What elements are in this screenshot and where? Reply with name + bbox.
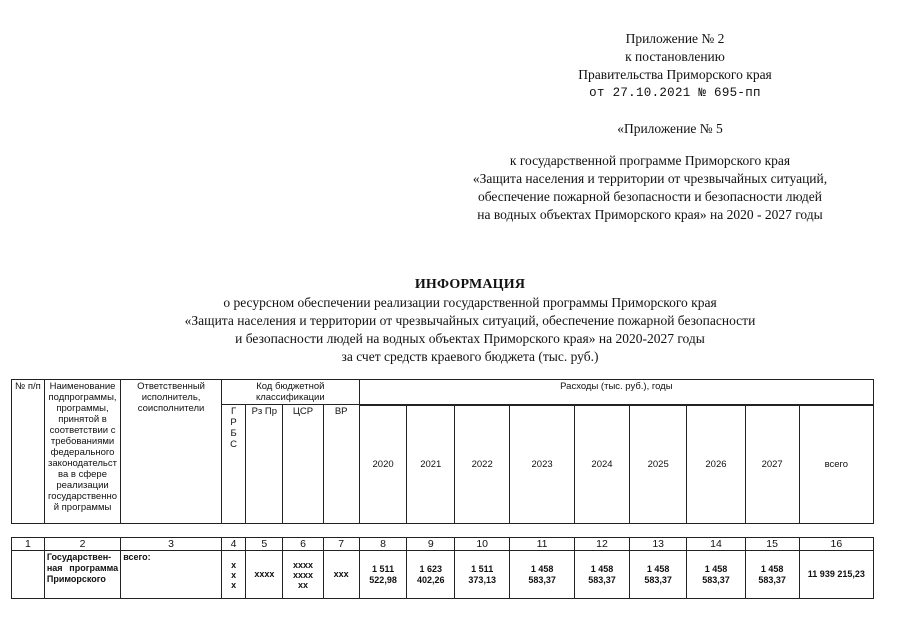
- appendix-to-decree: к постановлению: [625, 49, 725, 64]
- value-2021: [407, 551, 455, 599]
- number-sign: №: [698, 86, 707, 100]
- executor-cell: всего:: [121, 551, 222, 599]
- appendix-title: Приложение № 2: [625, 31, 725, 46]
- value-int: 1 458: [530, 563, 554, 574]
- program-name-cell: [44, 551, 120, 599]
- value-2027: [745, 551, 799, 599]
- csr-line: хххх: [293, 559, 314, 570]
- decree-date: 27.10.2021: [612, 86, 691, 100]
- value-int: 1 458: [590, 563, 614, 574]
- appendix5-block: [520, 120, 820, 138]
- appendix5-title: «Приложение № 5: [617, 121, 723, 136]
- csr-cell: [283, 551, 323, 599]
- program-line-2: «Защита населения и территории от чрезвычайных ситуаций,: [472, 171, 828, 186]
- value-2022: [455, 551, 510, 599]
- value-int: 1 458: [646, 563, 670, 574]
- csr-line: хх: [298, 579, 309, 590]
- grbs-letter: С: [230, 439, 238, 450]
- appendix-government: Правительства Приморского края: [578, 67, 772, 82]
- header-year-2027: 2027: [745, 406, 799, 524]
- grbs-value: х: [231, 579, 237, 590]
- value-frac: 583,37: [528, 574, 556, 585]
- header-year-2022: 2022: [455, 406, 510, 524]
- table-row: [12, 551, 874, 599]
- value-int: 1 458: [704, 563, 728, 574]
- header-year-2023: 2023: [510, 406, 575, 524]
- header-year-2021: 2021: [407, 406, 455, 524]
- value-int: 1 511: [471, 563, 494, 574]
- decree-date-line: [520, 84, 830, 103]
- program-line-1: к государственной программе Приморского края: [509, 153, 791, 168]
- column-number: 2: [44, 538, 120, 551]
- header-grbs: [221, 405, 245, 524]
- value-frac: 402,26: [417, 574, 445, 585]
- column-number: 1: [12, 538, 45, 551]
- header-name: Наименование подпрограммы, программы, принятой в соответствии с требованиями федерального законодательст ва в сфере реализации государственно й программы: [44, 380, 120, 524]
- value-total: 11 939 215,23: [799, 551, 873, 599]
- value-int: 1 511: [372, 563, 395, 574]
- column-number: 10: [455, 538, 510, 551]
- header-num: № п/п: [12, 380, 45, 524]
- grbs-letter: Р: [230, 417, 237, 428]
- program-name-line: Приморского: [46, 574, 106, 584]
- grbs-cell: [221, 551, 245, 599]
- column-number: 16: [799, 538, 873, 551]
- value-frac: 583,37: [758, 574, 786, 585]
- grbs-letter: Б: [230, 428, 237, 439]
- column-number: 7: [323, 538, 359, 551]
- grbs-value: х: [231, 569, 237, 580]
- value-frac: 583,37: [588, 574, 616, 585]
- info-line-4: за счет средств краевого бюджета (тыс. руб.): [341, 349, 599, 364]
- header-budget-code: Код бюджетной классификации: [221, 380, 359, 405]
- grbs-letter: Г: [231, 406, 237, 417]
- value-2020: [359, 551, 407, 599]
- value-frac: 583,37: [702, 574, 730, 585]
- column-number: 6: [283, 538, 323, 551]
- value-2026: [687, 551, 745, 599]
- column-number: 13: [630, 538, 687, 551]
- column-number-row: [12, 538, 874, 551]
- column-number: 12: [574, 538, 629, 551]
- header-year-2020: 2020: [359, 406, 407, 524]
- header-vr: ВР: [323, 405, 359, 524]
- program-name-word: программа: [69, 563, 119, 573]
- grbs-value: х: [231, 559, 237, 570]
- value-frac: 373,13: [468, 574, 496, 585]
- value-int: 1 623: [419, 563, 443, 574]
- program-block: [430, 152, 870, 224]
- info-line-1: о ресурсном обеспечении реализации государственной программы Приморского края: [223, 295, 717, 310]
- header-csr: ЦСР: [283, 405, 323, 524]
- value-2023: [510, 551, 575, 599]
- column-number: 9: [407, 538, 455, 551]
- value-int: 1 458: [760, 563, 784, 574]
- program-name-line: [47, 563, 118, 574]
- decree-number: 695-пп: [714, 86, 761, 100]
- rzpr-cell: хххх: [246, 551, 283, 599]
- header-executor: Ответственный исполнитель, соисполнители: [121, 380, 222, 524]
- header-year-2024: 2024: [574, 406, 629, 524]
- header-total: всего: [799, 406, 873, 524]
- appendix-block: [520, 30, 830, 103]
- column-number: 3: [121, 538, 222, 551]
- header-rzpr: Рз Пр: [246, 405, 283, 524]
- program-name-word: ная: [46, 563, 63, 573]
- info-line-3: и безопасности людей на водных объектах Приморского края» на 2020-2027 годы: [235, 331, 705, 346]
- column-number: 4: [221, 538, 245, 551]
- column-number: 15: [745, 538, 799, 551]
- value-frac: 583,37: [644, 574, 672, 585]
- column-number: 14: [687, 538, 745, 551]
- column-number: 11: [510, 538, 575, 551]
- vr-cell: ххх: [323, 551, 359, 599]
- header-expenses: Расходы (тыс. руб.), годы: [359, 380, 873, 405]
- value-2025: [630, 551, 687, 599]
- program-line-4: на водных объектах Приморского края» на 2020 - 2027 годы: [477, 207, 823, 222]
- program-name-line: Государствен-: [46, 552, 112, 562]
- column-number: 8: [359, 538, 407, 551]
- data-table: [11, 537, 874, 599]
- date-prefix: от: [589, 86, 605, 100]
- row-num-cell: [12, 551, 45, 599]
- info-title: ИНФОРМАЦИЯ: [414, 277, 526, 292]
- program-line-3: обеспечение пожарной безопасности и безопасности людей: [477, 189, 823, 204]
- header-year-2026: 2026: [687, 406, 745, 524]
- column-number: 5: [246, 538, 283, 551]
- info-line-2: «Защита населения и территории от чрезвычайных ситуаций, обеспечение пожарной безопасности: [184, 313, 756, 328]
- info-block: [100, 276, 840, 366]
- value-frac: 522,98: [369, 574, 397, 585]
- csr-line: хххх: [293, 569, 314, 580]
- value-2024: [574, 551, 629, 599]
- header-year-2025: 2025: [630, 406, 687, 524]
- header-table: [11, 379, 874, 524]
